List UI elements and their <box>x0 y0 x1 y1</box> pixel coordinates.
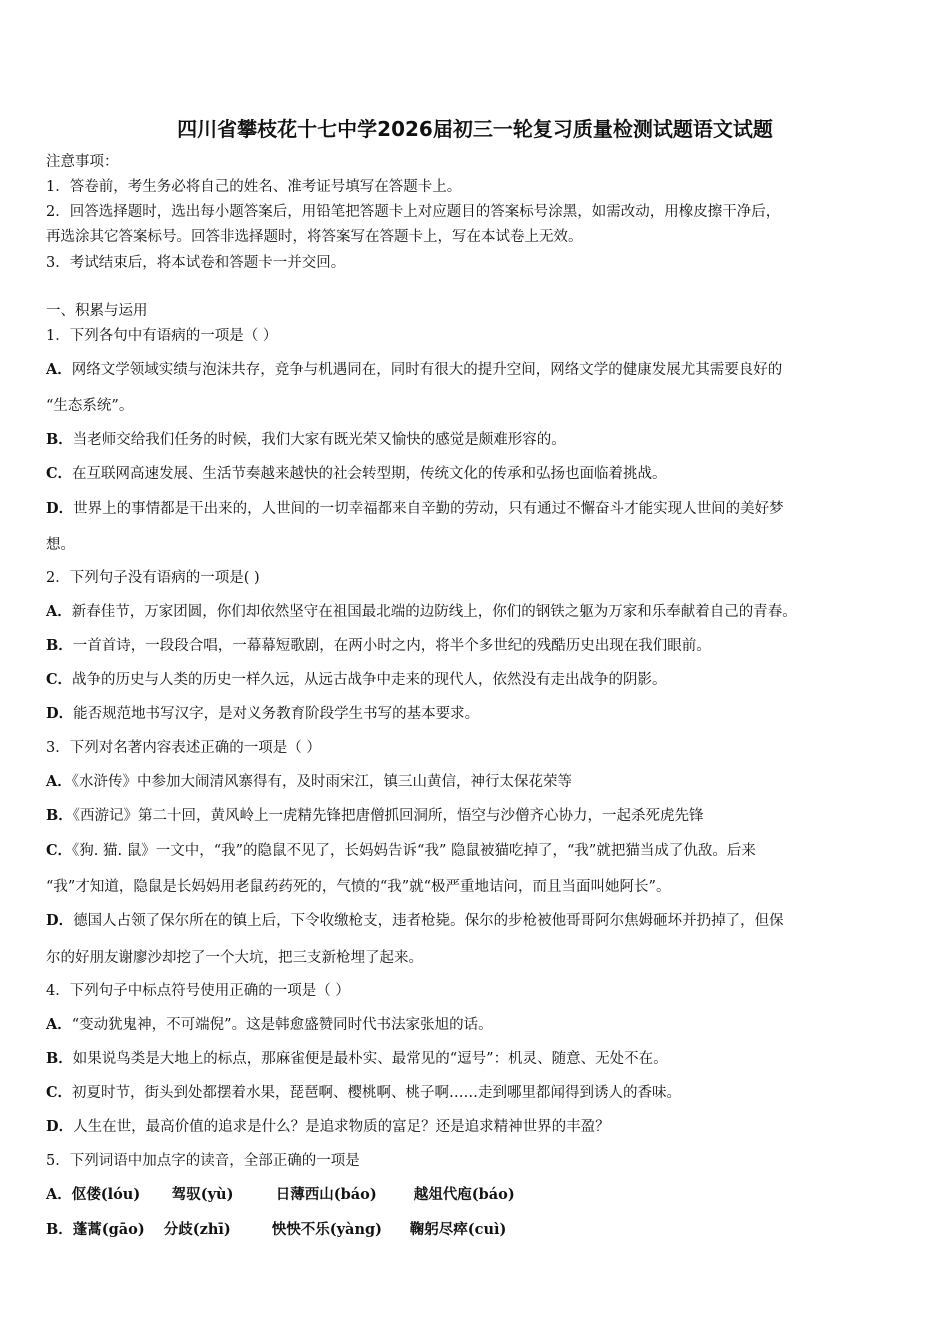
option-continuation: 想。 <box>46 537 75 553</box>
option <box>46 636 711 656</box>
word-item: 分歧(zhī) <box>163 1221 231 1238</box>
option-continuation: “我”才知道，隐鼠是长妈妈用老鼠药药死的，气愤的“我”就“极严重地诘问，而且当面叫她阿长”。 <box>46 879 671 895</box>
option-text: 《狗. 猫. 鼠》一文中，“我”的隐鼠不见了，长妈妈告诉“我” 隐鼠被猫吃掉了，“我”就把猫当成了仇敌。后来 <box>72 843 756 859</box>
option-text: 如果说鸟类是大地上的标点，那麻雀便是最朴实、最常见的“逗号”：机灵、随意、无处不在。 <box>72 1051 668 1067</box>
option <box>46 1117 610 1137</box>
question-stem: 3．下列对名著内容表述正确的一项是（ ） <box>46 740 321 756</box>
option-label: D． <box>46 1118 74 1135</box>
option-continuation: 尔的好朋友谢廖沙却挖了一个大坑，把三支新枪埋了起来。 <box>46 950 423 966</box>
word-item: 蓬蒿(gāo) <box>72 1221 145 1238</box>
option-label: A． <box>46 1016 72 1033</box>
option <box>46 430 566 450</box>
option-label: C． <box>46 842 73 859</box>
section-heading: 一、积累与运用 <box>46 303 148 319</box>
option <box>46 1049 668 1069</box>
word-item: 日薄西山(báo) <box>275 1186 377 1203</box>
word-item: 驾驭(yù) <box>171 1186 234 1203</box>
option-label: C． <box>46 465 73 482</box>
notice-item: 再选涂其它答案标号。回答非选择题时，将答案写在答题卡上，写在本试卷上无效。 <box>46 229 583 245</box>
word-item: 伛偻(lóu) <box>71 1186 141 1203</box>
option-label: A． <box>46 773 72 790</box>
option-label: A． <box>46 603 72 620</box>
option-text: 初夏时节，街头到处都摆着水果，琵琶啊、樱桃啊、桃子啊……走到哪里都闻得到诱人的香味。 <box>72 1085 682 1101</box>
option-text: 当老师交给我们任务的时候，我们大家有既光荣又愉快的感觉是颇难形容的。 <box>72 432 566 448</box>
option <box>46 1015 493 1035</box>
option <box>46 911 784 931</box>
option <box>46 464 667 484</box>
question-stem: 5．下列词语中加点字的读音，全部正确的一项是 <box>46 1153 360 1169</box>
option-label: D． <box>46 705 74 722</box>
question-stem: 1．下列各句中有语病的一项是（ ） <box>46 328 278 344</box>
option-text: 德国人占领了保尔所在的镇上后，下令收缴枪支，违者枪毙。保尔的步枪被他哥哥阿尔焦姆砸坏并扔掉了，但保 <box>73 913 784 929</box>
option <box>46 841 756 861</box>
word-item: 越俎代庖(báo) <box>413 1186 515 1203</box>
question-stem: 4．下列句子中标点符号使用正确的一项是（ ） <box>46 983 350 999</box>
option-label: C． <box>46 671 73 688</box>
option-text: 网络文学领域实绩与泡沫共存，竞争与机遇同在，同时有很大的提升空间，网络文学的健康发展尤其需要良好的 <box>71 362 783 378</box>
option-text: 世界上的事情都是干出来的，人世间的一切幸福都来自辛勤的劳动，只有通过不懈奋斗才能实现人世间的美好梦 <box>73 501 784 517</box>
notice-heading: 注意事项： <box>46 154 119 170</box>
word-item: 怏怏不乐(yàng) <box>271 1221 382 1238</box>
option-text: 能否规范地书写汉字，是对义务教育阶段学生书写的基本要求。 <box>73 706 480 722</box>
option <box>46 1083 681 1103</box>
option-text: 战争的历史与人类的历史一样久远，从远古战争中走来的现代人，依然没有走出战争的阴影。 <box>72 672 667 688</box>
option-text: 人生在世，最高价值的追求是什么？是追求物质的富足？还是追求精神世界的丰盈？ <box>73 1119 610 1135</box>
option <box>46 1220 506 1240</box>
option-label: B． <box>46 807 73 824</box>
notice-item: 3．考试结束后，将本试卷和答题卡一并交回。 <box>46 255 346 271</box>
option-label: C． <box>46 1084 73 1101</box>
option-label: B． <box>46 637 73 654</box>
option-text: 新春佳节，万家团圆，你们却依然坚守在祖国最北端的边防线上，你们的钢铁之躯为万家和乐奉献着自己的青春。 <box>71 604 797 620</box>
word-item: 鞠躬尽瘁(cuì) <box>409 1221 507 1238</box>
option <box>46 499 784 519</box>
option-text: 《西游记》第二十回，黄风岭上一虎精先锋把唐僧抓回洞所，悟空与沙僧齐心协力，一起杀死虎先锋 <box>72 808 704 824</box>
notice-item: 2．回答选择题时，选出每小题答案后，用铅笔把答题卡上对应题目的答案标号涂黑，如需改动，用橡皮擦干净后， <box>46 204 781 220</box>
option <box>46 704 479 724</box>
option-label: D． <box>46 912 74 929</box>
page-title: 四川省攀枝花十七中学2026届初三一轮复习质量检测试题语文试题 <box>177 117 773 141</box>
option-label: A． <box>46 1186 72 1203</box>
notice-item: 1．答卷前，考生务必将自己的姓名、准考证号填写在答题卡上。 <box>46 179 462 195</box>
option <box>46 360 782 380</box>
option-label: B． <box>46 1221 73 1238</box>
option-text: “变动犹鬼神，不可端倪”。这是韩愈盛赞同时代书法家张旭的话。 <box>71 1017 493 1033</box>
option-label: D． <box>46 500 74 517</box>
option <box>46 602 797 622</box>
option-label: B． <box>46 1050 73 1067</box>
option-label: A． <box>46 361 72 378</box>
option <box>46 1185 515 1205</box>
question-stem: 2．下列句子没有语病的一项是( ) <box>46 570 260 586</box>
option <box>46 772 572 792</box>
option-text: 《水浒传》中参加大闹清风寨得有，及时雨宋江，镇三山黄信，神行太保花荣等 <box>71 774 573 790</box>
option-label: B． <box>46 431 73 448</box>
option-text: 在互联网高速发展、生活节奏越来越快的社会转型期，传统文化的传承和弘扬也面临着挑战。 <box>72 466 667 482</box>
option <box>46 806 704 826</box>
option <box>46 670 667 690</box>
option-text: 一首首诗，一段段合唱，一幕幕短歌剧，在两小时之内，将半个多世纪的残酷历史出现在我们眼前。 <box>72 638 711 654</box>
option-continuation: “生态系统”。 <box>46 398 134 414</box>
